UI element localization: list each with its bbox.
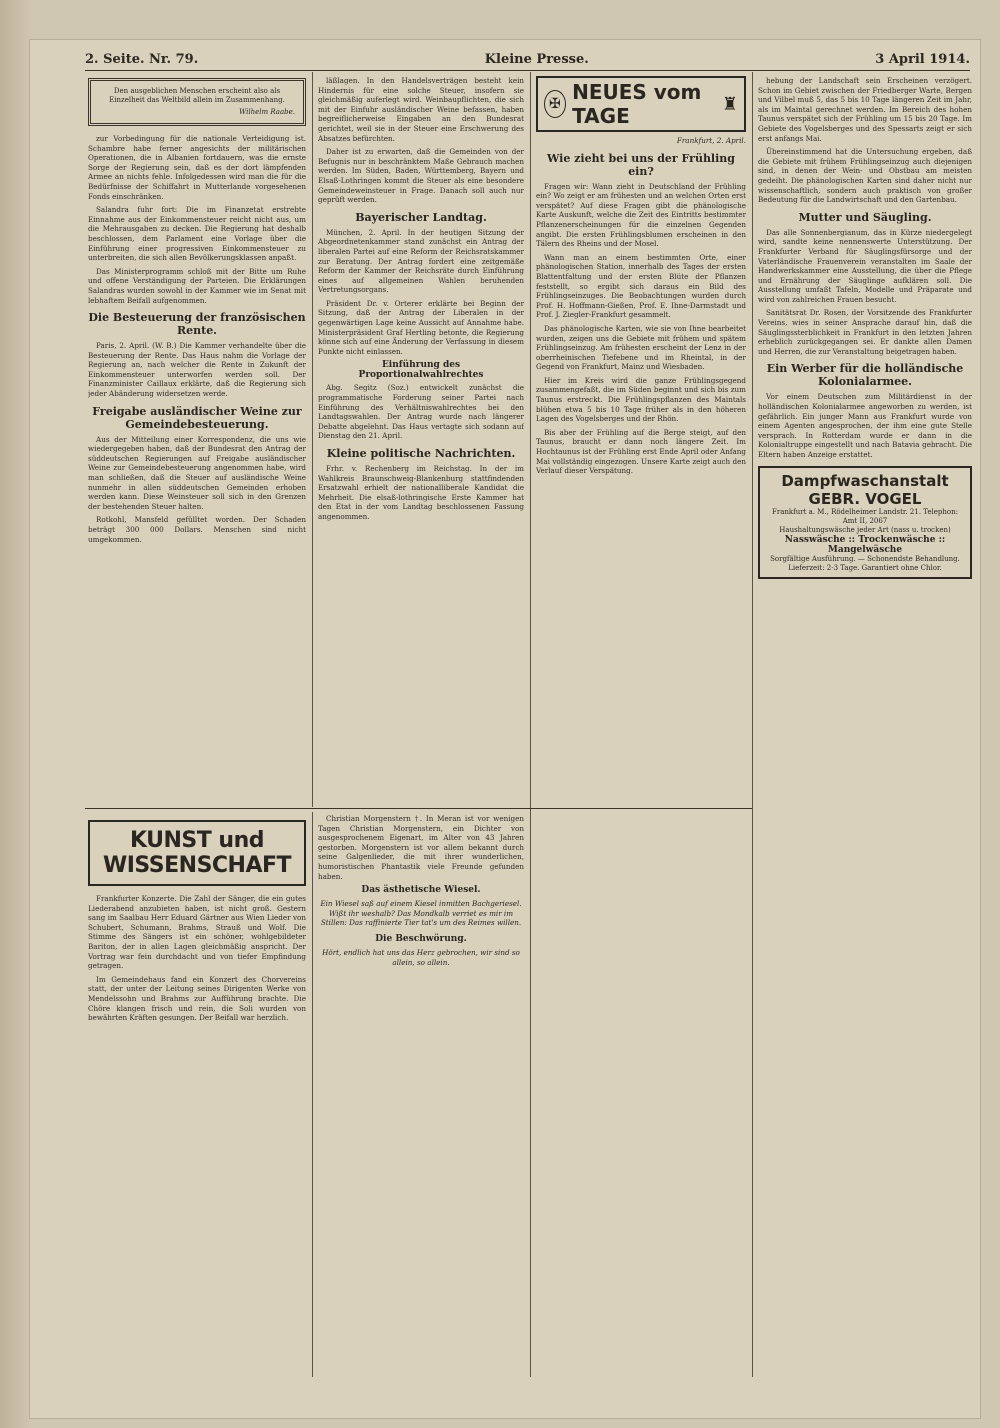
- page-number: 2. Seite. Nr. 79.: [85, 51, 199, 67]
- article-paragraph: Frhr. v. Rechenberg im Reichstag. In der im Wahlkreis Braunschweig-Blankenburg stattfindenden Ersatzwahl erhielt der nationalliberale Kandidat die Mehrheit. Die elsaß-lothringische Erste Kammer hat den Etat in der vom Landtag beschlossenen Fassung angenommen.: [318, 464, 524, 521]
- poem-text: Hört, endlich hat uns das Herz gebrochen, wir sind so allein, so allein.: [322, 947, 520, 967]
- ad-address: Frankfurt a. M., Rödelheimer Landstr. 21. Telephon: Amt II, 2067: [772, 507, 958, 525]
- article-paragraph: hebung der Landschaft sein Erscheinen verzögert. Schon im Gebiet zwischen der Friedberger Warte, Bergen und Vilbel muß 5, das 5 bis 10 Tage längeren Zeit im Jahr, als im Maintal gerechnet werden. Im Bereich des hohen Taunus verspätet sich der Frühling um 15 bis 20 Tage. Im Gebiete des Vogelsberges und des Spessarts zeigt er sich erst anfangs Mai.: [758, 76, 972, 143]
- poem-text: Ein Wiesel saß auf einem Kiesel inmitten Bachgeriesel. Wißt ihr weshalb? Das Mondkalb verriet es mir im Stillen: Das raffinierte Tier tat's um des Reimes willen.: [320, 899, 522, 928]
- article-subheadline: Einführung des Proportionalwahlrechtes: [358, 360, 484, 381]
- poem-title: Das ästhetische Wiesel.: [361, 885, 481, 896]
- article-paragraph: Im Gemeindehaus fand ein Konzert des Chorvereins statt, der unter der Leitung seines Dirigenten Werke von Mendelssohn und Brahms zur Aufführung brachte. Die Chöre klangen frisch und rein, die Soli wurden von bewährten Kräften gesungen. Der Beifall war herzlich.: [88, 974, 306, 1023]
- column-4: [758, 76, 972, 1372]
- advertisement: [758, 466, 972, 579]
- column-rule: [312, 812, 313, 1377]
- article-headline: Bayerischer Landtag.: [355, 210, 487, 224]
- column-rule: [530, 72, 531, 1377]
- article-paragraph: Christian Morgenstern †. In Meran ist vor wenigen Tagen Christian Morgenstern, ein Dichter von ausgesprochenem Eigenart, im Alter von 43 Jahren gestorben. Morgenstern ist vor allem bekannt durch seine Galgenlieder, die mit ihrer wunderlichen, humoristischen Phantastik viele Freunde gefunden haben.: [318, 814, 524, 881]
- article-paragraph: Hier im Kreis wird die ganze Frühlingsgegend zusammengefaßt, die im Süden beginnt und sich bis zum Taunus erstreckt. Die Frühlingspflanzen des Maintals blühen etwa 5 bis 10 Tage früher als in den höheren Lagen des Vogelsberges und der Rhön.: [536, 375, 746, 424]
- article-paragraph: Abg. Segitz (Soz.) entwickelt zunächst die programmatische Forderung seiner Partei nach Einführung des Verhältniswahlrechtes bei den Landtagswahlen. Der Antrag wurde nach längerer Debatte abgelehnt. Das Haus vertagte sich sodann auf Dienstag den 21. April.: [318, 383, 524, 441]
- article-headline: Wie zieht bei uns der Frühling ein?: [547, 151, 735, 178]
- article-headline: Ein Werber für die holländische Kolonialarmee.: [766, 362, 964, 389]
- eagle-emblem-icon: ✠: [544, 90, 566, 118]
- quote-box: [88, 78, 306, 126]
- issue-date: 3 April 1914.: [875, 51, 970, 67]
- article-paragraph: Paris, 2. April. (W. B.) Die Kammer verhandelte über die Besteuerung der Rente. Das Haus nahm die Vorlage der Regierung an, nach welcher die Rente in Zukunft der Einkommensteuer unterworfen werden soll. Der Finanzminister Caillaux erklärte, daß die Regierung sich jeder Abänderung widersetzen werde.: [88, 341, 306, 399]
- neues-vom-tage-banner: [536, 76, 746, 132]
- column-1: [88, 76, 306, 802]
- quote-text: Den ausgeblichen Menschen erscheint also als Einzelheit das Weltbild allein im Zusammenhang.: [109, 87, 285, 104]
- article-headline: Die Besteuerung der französischen Rente.: [88, 311, 306, 338]
- article-paragraph: Daher ist zu erwarten, daß die Gemeinden von der Befugnis nur in beschränktem Maße Gebrauch machen werden. Im Süden, Baden, Württemberg, Bayern und Elsaß-Lothringen kommt die Steuer als eine besondere Gemeindeweinsteuer in Frage. Danach soll auch nur geprüft werden.: [318, 147, 524, 205]
- article-paragraph: Das alle Sonnenbergianum, das in Kürze niedergelegt wird, sandte keine nennenswerte Unterstützung. Der Frankfurter Verband für Säuglingsfürsorge und der Vaterländische Frauenverein veranstalten im Saale der Handwerkskammer eine Ausstellung, die über die Pflege und Ernährung der Säuglinge aufklären soll. Die Ausstellung umfaßt Tafeln, Modelle und Präparate und wird von zahlreichen Frauen besucht.: [758, 227, 972, 304]
- article-paragraph: Präsident Dr. v. Orterer erklärte bei Beginn der Sitzung, daß der Antrag der Liberalen in der gegenwärtigen Lage keine Aussicht auf Annahme habe. Ministerpräsident Graf Hertling betonte, die Regierung könne sich auf eine Änderung der Verfassung in diesem Punkte nicht einlassen.: [318, 298, 524, 356]
- kunst-und-wissenschaft-banner: KUNST und WISSENSCHAFT: [88, 820, 306, 886]
- ad-line: Haushaltungswäsche jeder Art (nass u. trocken): [779, 525, 951, 534]
- ad-services: Nasswäsche :: Trockenwäsche :: Mangelwäsche: [784, 534, 946, 555]
- article-headline: Freigabe ausländischer Weine zur Gemeindebesteuerung.: [92, 404, 302, 431]
- section-title: NEUES vom TAGE: [572, 80, 702, 128]
- quote-author: Wilhelm Raabe.: [239, 108, 295, 116]
- feuilleton-column-1: [88, 814, 306, 1374]
- ad-line: Sorgfältige Ausführung. — Schonendste Behandlung.: [770, 554, 960, 563]
- page-header: [85, 48, 970, 71]
- ad-line: Lieferzeit: 2-3 Tage. Garantiert ohne Chlor.: [788, 563, 942, 572]
- article-paragraph: Das Ministerprogramm schloß mit der Bitte um Ruhe und offene Verständigung der Parteien. Die Erklärungen Salandras wurden sowohl in der Kammer wie im Senat mit lebhaftem Beifall aufgenommen.: [88, 266, 306, 305]
- article-paragraph: Sanitätsrat Dr. Rosen, der Vorsitzende des Frankfurter Vereins, wies in seiner Ansprache darauf hin, daß die Säuglingssterblichkeit in Frankfurt in den letzten Jahren erheblich zurückgegangen sei. Er dankte allen Damen und Herren, die zur Veranstaltung beigetragen haben.: [758, 308, 972, 356]
- article-paragraph: Das phänologische Karten, wie sie von Ihne bearbeitet wurden, zeigen uns die Gebiete mit frühem und spätem Frühlingseinzug. Am frühesten erscheint der Lenz in der oberrheinischen Tiefebene und im Rheintal, in der Gegend von Frankfurt, Mainz und Wiesbaden.: [536, 323, 746, 372]
- article-headline: Mutter und Säugling.: [798, 210, 932, 224]
- page-binding-edge: [0, 0, 32, 1428]
- cathedral-icon: ♜: [721, 93, 738, 115]
- article-paragraph: München, 2. April. In der heutigen Sitzung der Abgeordnetenkammer stand zunächst ein Antrag der liberalen Partei auf eine Reform der Reichsratskammer zur Beratung. Der Antrag fordert eine zeitgemäße Reform der Kammer der Reichsräte durch Einführung eines auf allgemeinen Wahlen beruhenden Vertretungsorgans.: [318, 227, 524, 295]
- article-paragraph: Frankfurter Konzerte. Die Zahl der Sänger, die ein gutes Liederabend anzubieten haben, ist nicht groß. Gestern sang im Saalbau Herr Eduard Gärtner aus Wien Lieder von Schubert, Schumann, Brahms, Strauß und Wolf. Die Stimme des Sängers ist ein schöner, wohlgebildeter Bariton, der in allen Lagen gleichmäßig anspricht. Der Vortrag war fein durchdacht und von tiefer Empfindung getragen.: [88, 894, 306, 971]
- ad-title: Dampfwaschanstalt GEBR. VOGEL: [781, 471, 949, 508]
- article-paragraph: Aus der Mitteilung einer Korrespondenz, die uns wie wiedergegeben haben, daß der Bundesrat den Antrag der süddeutschen Regierungen auf Freigabe ausländischer Weine zur Gemeindebesteuerung angenommen habe, wird man schließen, daß die Steuer auf ausländische Weine nunmehr in allen süddeutschen Gemeinden erhoben werden kann. Diese Weinsteuer soll sich in den Grenzen der bestehenden Steuer halten.: [88, 434, 306, 511]
- article-paragraph: Vor einem Deutschen zum Militärdienst in der holländischen Kolonialarmee angeworben zu werden, ist gefährlich. Ein junger Mann aus Frankfurt wurde von einem Agenten angesprochen, der ihm eine gute Stelle versprach. In Rotterdam wurde er dann in die Kolonialtruppe eingestellt und nach Batavia gebracht. Die Eltern haben Anzeige erstattet.: [758, 392, 972, 459]
- poem-title: Die Beschwörung.: [375, 933, 467, 944]
- article-paragraph: Wann man an einem bestimmten Orte, einer phänologischen Station, innerhalb des Tages der ersten Blattentfaltung und der ersten Blüte der Pflanzen feststellt, so ergibt sich daraus ein Bild des Frühlingseinzuges. Die Beobachtungen wurden durch Prof. H. Hoffmann-Gießen, Prof. E. Ihne-Darmstadt und Prof. J. Ziegler-Frankfurt gesammelt.: [536, 252, 746, 320]
- article-paragraph: Fragen wir: Wann zieht in Deutschland der Frühling ein? Wo zeigt er am frühesten und an welchen Orten erst verspätet? Auf diese Fragen gibt die phänologische Karte Auskunft, welche die Zeit des Eintritts bestimmter Pflanzenerscheinungen für die einzelnen Gegenden angibt. Die ersten Frühlingsblumen erscheinen in den Tälern des Rheins und der Mosel.: [536, 181, 746, 249]
- article-paragraph: Bis aber der Frühling auf die Berge steigt, auf den Taunus, braucht er dann noch längere Zeit. Im Hochtaunus ist der Frühling erst Ende April oder Anfang Mai vollständig eingezogen. Unsere Karte zeigt auch den Verlauf dieser Verspätung.: [536, 427, 746, 476]
- article-paragraph: Übereinstimmend hat die Untersuchung ergeben, daß die Gebiete mit frühem Frühlingseinzug auch diejenigen sind, in denen der Wein- und Obstbau am meisten gedeiht. Die phänologischen Karten sind daher nicht nur wissenschaftlich, sondern auch praktisch von großer Bedeutung für die Landwirtschaft und den Gartenbau.: [758, 147, 972, 205]
- article-paragraph: zur Vorbedingung für die nationale Verteidigung ist. Schambre habe ferner angesichts der militärischen Operationen, die in Albanien fortdauern, was die ernste Sorge der Regierung sein, daß es der dort lämpfenden Armee an nichts fehle. Infolgedessen wird man die für die Bedürfnisse der Schiffahrt in Mutterlande vorgesehenen Fonds einschränken.: [88, 134, 306, 201]
- column-2: [318, 76, 524, 802]
- dateline: Frankfurt, 2. April.: [676, 136, 746, 145]
- article-paragraph: läßlagen. In den Handelsverträgen besteht kein Hindernis für eine solche Steuer, insofern sie gleichmäßig auferlegt wird. Weinbaupflichten, die sich mit der Einfuhr ausländischer Weine befassen, haben begreiflicherweise Eingaben an den Bundesrat gerichtet, weil sie in der Steuer eine Erschwerung des Absatzes befürchten.: [318, 76, 524, 143]
- column-rule: [752, 72, 753, 1377]
- article-paragraph: Rotkohl, Mansfeld gefülltet worden. Der Schaden beträgt 300 000 Dollars. Menschen sind nicht umgekommen.: [88, 515, 306, 544]
- feuilleton-column-2: [318, 814, 524, 1374]
- newspaper-title: Kleine Presse.: [484, 51, 589, 67]
- article-paragraph: Salandra fuhr fort: Die im Finanzetat erstrebte Einnahme aus der Einkommensteuer reicht nicht aus, um die Mehrausgaben zu decken. Die Regierung hat deshalb beschlossen, dem Parlament eine Vorlage über die Einführung einer progressiven Einkommensteuer zu unterbreiten, die sich allen Bevölkerungsklassen anpaßt.: [88, 205, 306, 263]
- column-3: [536, 76, 746, 1372]
- article-headline: Kleine politische Nachrichten.: [326, 447, 516, 460]
- column-rule: [312, 72, 313, 807]
